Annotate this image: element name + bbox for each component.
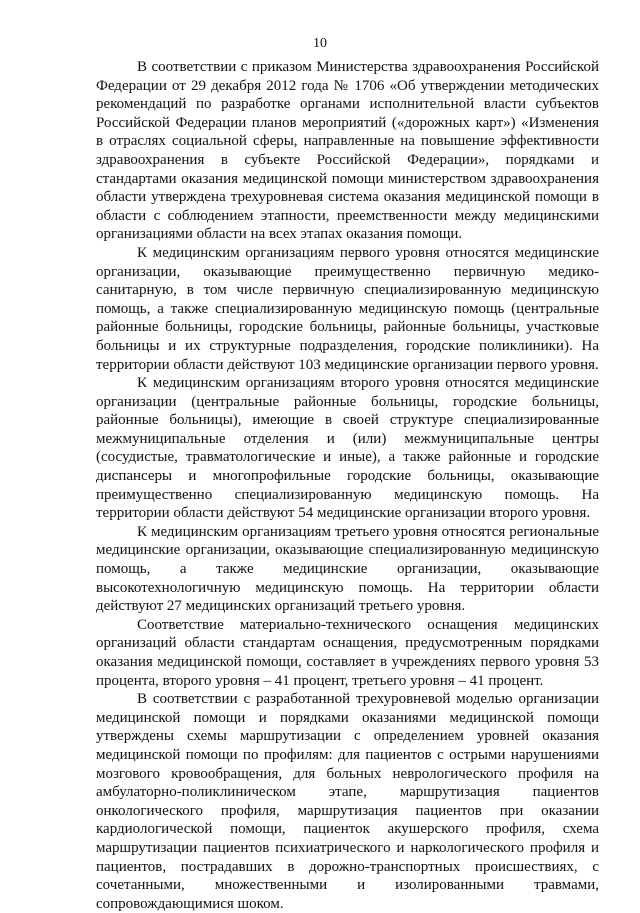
paragraph-third-level: К медицинским организациям третьего уровня относятся региональные медицинские организации, оказывающие специализированную медицинскую помощь, а также медицинские организации, оказывающие высокотехнологичную медицинскую помощь. На территории области действуют 27 медицинских организаций третьего уровня. [96, 523, 599, 615]
paragraph-equipment-compliance: Соответствие материально-технического оснащения медицинских организаций области стандартам оснащения, предусмотренным порядками оказания медицинской помощи, составляет в учреждениях первого уровня 53 процента, второго уровня – 41 процент, третьего уровня – 41 процент. [96, 616, 599, 689]
page-number: 10 [313, 36, 327, 51]
paragraph-second-level: К медицинским организациям второго уровня относятся медицинские организации (центральные районные больницы, городские больницы, районные больницы), имеющие в своей структуре специализированные межмуниципальные отделения и (или) межмуниципальные центры (сосудистые, травматологические и иные), а также районные и городские диспансеры и многопрофильные городские больницы, оказывающие преимущественно специализированную медицинскую помощь. На территории области действуют 54 медицинские организации второго уровня. [96, 375, 599, 522]
paragraph-three-level-system: В соответствии с приказом Министерства здравоохранения Российской Федерации от 29 декабря 2012 года № 1706 «Об утверждении методических рекомендаций по разработке органами исполнительной власти субъектов Российской Федерации планов мероприятий («дорожных карт») «Изменения в отраслях социальной сферы, направленные на повышение эффективности здравоохранения в субъекте Российской Федерации», порядками и стандартами оказания медицинской помощи министерством здравоохранения области утверждена трехуровневая система оказания медицинской помощи в области с соблюдением этапности, преемственности между медицинскими организациями области на всех этапах оказания помощи. [96, 59, 599, 243]
paragraph-first-level: К медицинским организациям первого уровня относятся медицинские организации, оказывающие преимущественно первичную медико-санитарную, в том числе первичную специализированную медицинскую помощь, а также специализированную медицинскую помощь (центральные районные больницы, городские больницы, районные больницы, участковые больницы и их структурные подразделения, городские поликлиники). На территории области действуют 103 медицинские организации первого уровня. [96, 244, 599, 373]
document-body [96, 58, 599, 913]
paragraph-routing-schemes: В соответствии с разработанной трехуровневой моделью организации медицинской помощи и порядками оказаниями медицинской помощи утверждены схемы маршрутизации с определением уровней оказания медицинской помощи по профилям: для пациентов с острыми нарушениями мозгового кровообращения, для больных неврологического профиля на амбулаторно-поликлиническом этапе, маршрутизация пациентов онкологического профиля, маршрутизация пациентов при оказании кардиологической помощи, пациенток акушерского профиля, схема маршрутизации пациентов психиатрического и наркологического профиля и пациентов, пострадавших в дорожно-транспортных происшествиях, с сочетанными, множественными и изолированными травмами, сопровождающимися шоком. [96, 691, 599, 912]
